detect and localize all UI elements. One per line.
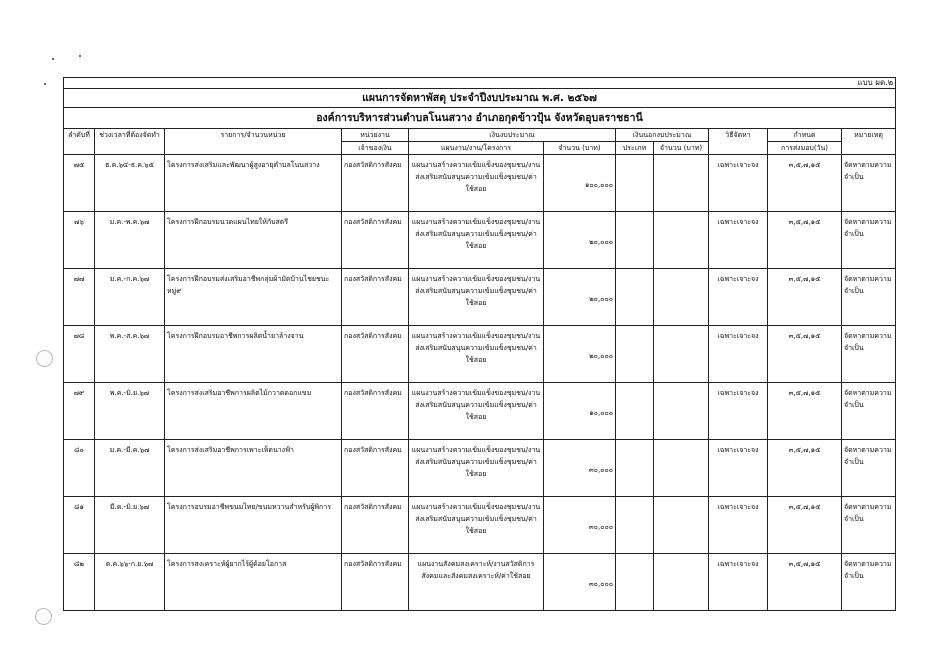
row-nonbudget-type xyxy=(616,554,654,611)
form-label: แบบ ผด.๒ xyxy=(857,78,893,87)
punch-hole-top xyxy=(36,350,53,367)
row-plan: แผนงานสร้างความเข้มแข็งของชุมชน/งานส่งเสริมสนับสนุนความเข้มแข็งชุมชน/ค่าใช้สอย xyxy=(409,212,544,269)
row-nonbudget-type xyxy=(616,269,654,326)
row-unit: กองสวัสดิการสังคม xyxy=(342,497,409,554)
row-item: โครงการฝึกอบรมนวดแผนไทยให้กับสตรี xyxy=(165,212,342,269)
row-nonbudget-amount xyxy=(654,497,709,554)
row-plan: แผนงานสร้างความเข้มแข็งของชุมชน/งานส่งเสริมสนับสนุนความเข้มแข็งชุมชน/ค่าใช้สอย xyxy=(409,155,544,212)
header-budget-amount: จำนวน (บาท) xyxy=(544,142,616,155)
row-remark: จัดหาตามความจำเป็น xyxy=(842,554,896,611)
row-deadline: ๓,๕,๗,๑๕ xyxy=(768,212,842,269)
row-item: โครงการฝึกอบรมส่งเสริมอาชีพกลุ่มผ้ามัดบ้านไชยชนะ หมู่๙ xyxy=(165,269,342,326)
row-item: โครงการส่งเสริมอาชีพการเพาะเห็ดนางฟ้า xyxy=(165,440,342,497)
table-row xyxy=(64,554,896,611)
table-row xyxy=(64,497,896,554)
row-period: พ.ค.-มิ.ย.๖๗ xyxy=(95,383,165,440)
row-period: ต.ค.๖๖-ก.ย.๖๗ xyxy=(95,554,165,611)
row-amount: ๒๐,๐๐๐ xyxy=(544,212,616,269)
form-label-row xyxy=(64,78,896,89)
row-plan: แผนงานสร้างความเข้มแข็งของชุมชน/งานส่งเสริมสนับสนุนความเข้มแข็งชุมชน/ค่าใช้สอย xyxy=(409,497,544,554)
row-amount: ๓๐,๐๐๐ xyxy=(544,440,616,497)
procurement-plan-table xyxy=(63,77,896,611)
row-nonbudget-amount xyxy=(654,383,709,440)
table-row xyxy=(64,440,896,497)
row-nonbudget-type xyxy=(616,326,654,383)
header-deadline-top: กำหนด xyxy=(768,129,842,142)
row-unit: กองสวัสดิการสังคม xyxy=(342,383,409,440)
row-amount: ๓๐,๐๐๐ xyxy=(544,554,616,611)
row-period: ม.ค.-มี.ค.๖๗ xyxy=(95,440,165,497)
row-plan: แผนงานสร้างความเข้มแข็งของชุมชน/งานส่งเสริมสนับสนุนความเข้มแข็งชุมชน/ค่าใช้สอย xyxy=(409,440,544,497)
table-row xyxy=(64,155,896,212)
row-deadline: ๓,๕,๗,๑๕ xyxy=(768,383,842,440)
scan-speck xyxy=(44,83,46,85)
table-row xyxy=(64,383,896,440)
row-method: เฉพาะเจาะจง xyxy=(709,554,768,611)
organization-name: องค์การบริหารส่วนตำบลโนนสวาง อำเภอกุดข้าวปุ้น จังหวัดอุบลราชธานี xyxy=(64,108,896,129)
row-remark: จัดหาตามความจำเป็น xyxy=(842,497,896,554)
row-unit: กองสวัสดิการสังคม xyxy=(342,269,409,326)
row-remark: จัดหาตามความจำเป็น xyxy=(842,269,896,326)
row-amount: ๒๐,๐๐๐ xyxy=(544,326,616,383)
row-nonbudget-amount xyxy=(654,440,709,497)
row-nonbudget-amount xyxy=(654,212,709,269)
row-method: เฉพาะเจาะจง xyxy=(709,155,768,212)
row-period: ธ.ค.๖๔-ธ.ค.๖๕ xyxy=(95,155,165,212)
row-plan: แผนงานสังคมสงเคราะห์/งานสวัสดิการสังคมและสังคมสงเคราะห์/ค่าใช้สอย xyxy=(409,554,544,611)
row-remark: จัดหาตามความจำเป็น xyxy=(842,155,896,212)
row-method: เฉพาะเจาะจง xyxy=(709,326,768,383)
row-method: เฉพาะเจาะจง xyxy=(709,497,768,554)
header-unit-top: หน่วยงาน xyxy=(342,129,409,142)
row-number: ๗๘ xyxy=(64,326,95,383)
row-method: เฉพาะเจาะจง xyxy=(709,440,768,497)
row-remark: จัดหาตามความจำเป็น xyxy=(842,212,896,269)
row-item: โครงการฝึกอบรมอาชีพการผลิตน้ำยาล้างจาน xyxy=(165,326,342,383)
row-deadline: ๓,๕,๗,๑๕ xyxy=(768,326,842,383)
row-number: ๗๙ xyxy=(64,383,95,440)
scan-speck xyxy=(52,58,54,60)
row-period: ม.ค.-ก.ค.๖๗ xyxy=(95,269,165,326)
row-nonbudget-type xyxy=(616,212,654,269)
row-number: ๗๖ xyxy=(64,212,95,269)
row-number: ๗๗ xyxy=(64,269,95,326)
row-nonbudget-type xyxy=(616,155,654,212)
row-nonbudget-amount xyxy=(654,269,709,326)
header-method: วิธีจัดหา xyxy=(709,129,768,155)
header-items: รายการ/จำนวนหน่วย xyxy=(165,129,342,155)
row-unit: กองสวัสดิการสังคม xyxy=(342,155,409,212)
row-item: โครงการสงเคราะห์ผู้ยากไร้ผู้ด้อยโอกาส xyxy=(165,554,342,611)
row-remark: จัดหาตามความจำเป็น xyxy=(842,440,896,497)
row-number: ๗๕ xyxy=(64,155,95,212)
row-item: โครงการส่งเสริมอาชีพการผลิตไม้กวาดดอกแขม xyxy=(165,383,342,440)
row-remark: จัดหาตามความจำเป็น xyxy=(842,383,896,440)
punch-hole-bottom xyxy=(35,608,52,625)
row-remark: จัดหาตามความจำเป็น xyxy=(842,326,896,383)
row-number: ๘๑ xyxy=(64,497,95,554)
header-budget: เงินงบประมาณ xyxy=(409,129,616,142)
row-nonbudget-amount xyxy=(654,326,709,383)
row-nonbudget-type xyxy=(616,383,654,440)
header-period: ช่วงเวลาที่ต้องจัดทำ xyxy=(95,129,165,155)
row-plan: แผนงานสร้างความเข้มแข็งของชุมชน/งานส่งเสริมสนับสนุนความเข้มแข็งชุมชน/ค่าใช้สอย xyxy=(409,383,544,440)
header-nonbudget-type: ประเภท xyxy=(616,142,654,155)
row-period: พ.ค.-ส.ค.๖๗ xyxy=(95,326,165,383)
row-method: เฉพาะเจาะจง xyxy=(709,269,768,326)
row-item: โครงการส่งเสริมและพัฒนาผู้สูงอายุตำบลโนนสวาง xyxy=(165,155,342,212)
header-nonbudget-amount: จำนวน (บาท) xyxy=(654,142,709,155)
row-deadline: ๓,๕,๗,๑๕ xyxy=(768,155,842,212)
row-period: ม.ค.-พ.ค.๖๗ xyxy=(95,212,165,269)
scan-speck xyxy=(79,55,81,57)
header-unit-bottom: เจ้าของเงิน xyxy=(342,142,409,155)
table-row xyxy=(64,269,896,326)
row-unit: กองสวัสดิการสังคม xyxy=(342,440,409,497)
table-row xyxy=(64,212,896,269)
row-deadline: ๓,๕,๗,๑๕ xyxy=(768,440,842,497)
row-unit: กองสวัสดิการสังคม xyxy=(342,326,409,383)
row-nonbudget-amount xyxy=(654,155,709,212)
row-nonbudget-type xyxy=(616,440,654,497)
row-item: โครงการอบรมอาชีพขนมไทย/ขนมหวานสำหรับผู้พิการ xyxy=(165,497,342,554)
header-seq: ลำดับที่ xyxy=(64,129,95,155)
header-nonbudget: เงินนอกงบประมาณ xyxy=(616,129,709,142)
header-deadline-bottom: การส่งมอบ(วัน) xyxy=(768,142,842,155)
row-nonbudget-amount xyxy=(654,554,709,611)
row-number: ๘๐ xyxy=(64,440,95,497)
row-amount: ๑๐๐,๐๐๐ xyxy=(544,155,616,212)
row-amount: ๒๐,๐๐๐ xyxy=(544,269,616,326)
table-row xyxy=(64,326,896,383)
row-period: มี.ค.-มิ.ย.๖๗ xyxy=(95,497,165,554)
row-nonbudget-type xyxy=(616,497,654,554)
header-budget-plan: แผนงาน/งาน/โครงการ xyxy=(409,142,544,155)
row-method: เฉพาะเจาะจง xyxy=(709,212,768,269)
row-unit: กองสวัสดิการสังคม xyxy=(342,554,409,611)
row-deadline: ๓,๕,๗,๑๕ xyxy=(768,269,842,326)
row-plan: แผนงานสร้างความเข้มแข็งของชุมชน/งานส่งเสริมสนับสนุนความเข้มแข็งชุมชน/ค่าใช้สอย xyxy=(409,326,544,383)
header-remark: หมายเหตุ xyxy=(842,129,896,155)
row-unit: กองสวัสดิการสังคม xyxy=(342,212,409,269)
row-amount: ๓๐,๐๐๐ xyxy=(544,497,616,554)
row-plan: แผนงานสร้างความเข้มแข็งของชุมชน/งานส่งเสริมสนับสนุนความเข้มแข็งชุมชน/ค่าใช้สอย xyxy=(409,269,544,326)
row-deadline: ๓,๕,๗,๑๕ xyxy=(768,497,842,554)
row-amount: ๑๐,๐๐๐ xyxy=(544,383,616,440)
row-method: เฉพาะเจาะจง xyxy=(709,383,768,440)
document-title: แผนการจัดหาพัสดุ ประจำปีงบประมาณ พ.ศ. ๒๕๖๗ xyxy=(64,89,896,108)
row-deadline: ๓,๕,๗,๑๕ xyxy=(768,554,842,611)
row-number: ๘๒ xyxy=(64,554,95,611)
